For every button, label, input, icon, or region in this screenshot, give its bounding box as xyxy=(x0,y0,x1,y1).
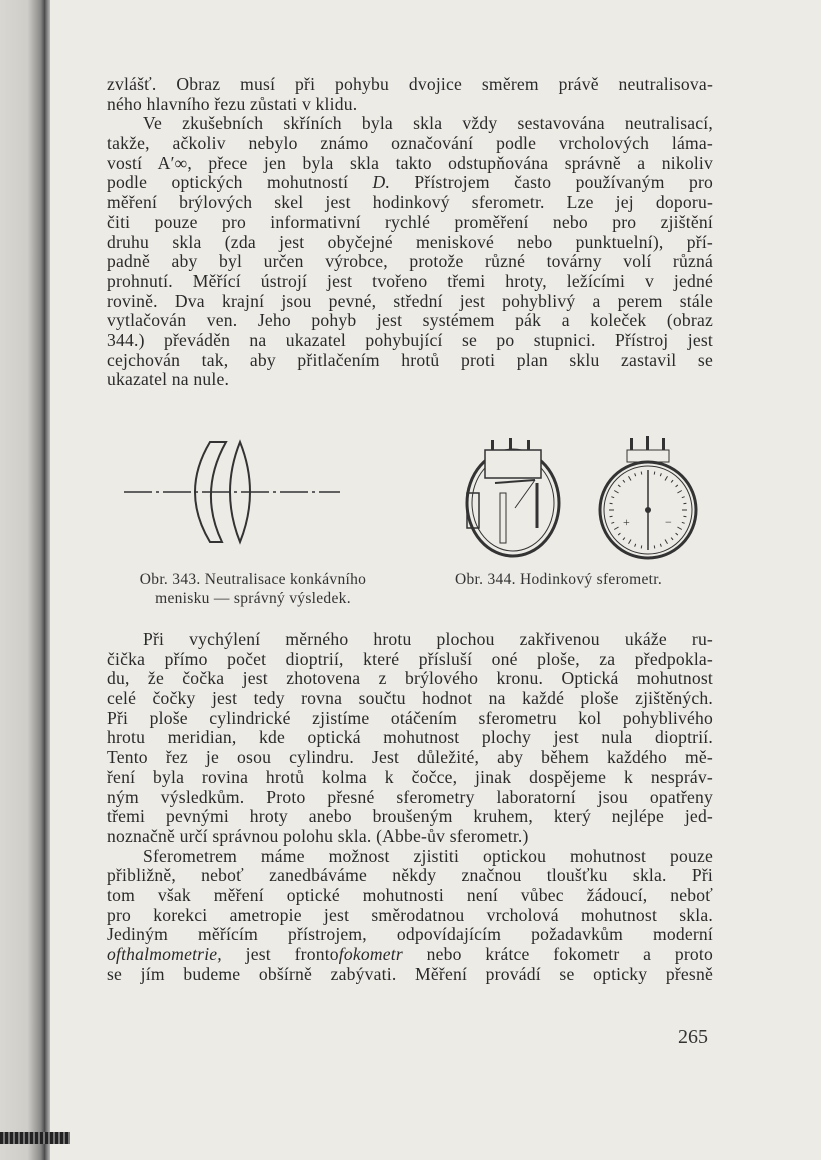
text-line: pro korekci ametropie jest směrodatnou vrcholová mohutnost skla. xyxy=(107,904,713,925)
text-line: ření byla rovina hrotů kolma k čočce, jinak dospějeme k nespráv- xyxy=(107,766,713,787)
paragraph-block-2 xyxy=(107,630,713,984)
dial-tick xyxy=(683,516,686,517)
dial-tick xyxy=(614,491,618,494)
figure-344-sferometer-diagram xyxy=(455,428,725,563)
page-number: 265 xyxy=(678,1026,708,1048)
dial-tick xyxy=(618,485,620,487)
text-line: Ve zkušebních skříních byla skla vždy sestavována neutralisací, xyxy=(143,113,713,134)
dial-tick xyxy=(641,472,642,475)
text-line: zvlášť. Obraz musí při pohybu dvojice směrem právě neutralisova- xyxy=(107,74,713,94)
text-line: podle optických mohutností D. Přístrojem často používaným pro xyxy=(107,172,713,193)
dial-tick xyxy=(677,491,681,494)
sferometer-dial xyxy=(600,436,696,558)
figure-343-meniscus-diagram xyxy=(110,432,350,547)
paragraph-block-1 xyxy=(107,75,713,390)
text-line: du, že čočka jest zhotovena z brýlového kronu. Optická mohutnost xyxy=(107,668,713,689)
dial-tick xyxy=(654,545,655,548)
dial-tick xyxy=(623,538,625,540)
dial-tick xyxy=(614,527,618,530)
text-line: prohnutí. Měřící ústrojí jest tvořeno třemi hroty, ležícími v jedné xyxy=(107,270,713,291)
text-line: Jediným měřícím přístrojem, odpovídajícím požadavkům moderní xyxy=(107,924,713,945)
text-line: vytlačován ven. Jeho pohyb jest systémem pák a koleček (obraz xyxy=(107,310,713,331)
text-line: třemi pevnými hroty anebo broušeným kruhem, který nejlépe jed- xyxy=(107,806,713,827)
text-line: ného hlavního řezu zůstati v klidu. xyxy=(107,93,358,114)
text-line: noznačně určí správnou polohu skla. (Abbe-ův sferometr.) xyxy=(107,825,529,846)
text-line: tom však měření optické mohutnosti není vůbec žádoucí, neboť xyxy=(107,884,713,905)
text-line: druhu skla (zda jest obyčejné meniskové nebo punktuelní), pří- xyxy=(107,231,713,252)
dial-tick xyxy=(610,503,613,504)
text-line: čička přímo počet dioptrií, které přísluší oné ploše, za předpokla- xyxy=(107,648,713,669)
text-line: ofthalmometrie, jest frontofokometr nebo krátce fokometr a proto xyxy=(107,944,713,964)
dial-plus-sign: + xyxy=(623,515,630,529)
text-line: rovině. Dva krajní jsou pevné, střední jest pohyblivý a perem stále xyxy=(107,290,713,311)
dial-tick xyxy=(618,533,620,535)
dial-tick xyxy=(665,476,668,480)
dial-tick xyxy=(635,473,636,476)
text-line: Tento řez je osou cylindru. Jest důležité, aby během každého mě- xyxy=(107,747,713,768)
dial-tick xyxy=(676,533,678,535)
dial-tick xyxy=(677,527,681,530)
text-line: vostí A′∞, přece jen byla skla takto odstupňována správně a nikoliv xyxy=(107,152,713,173)
dial-tick xyxy=(683,503,686,504)
book-binding-shadow xyxy=(0,0,46,1160)
caption-line: Obr. 343. Neutralisace konkávního xyxy=(139,571,367,588)
text-line: padně aby byl určen výrobce, protože různé továrny volí různá xyxy=(107,251,713,272)
text-line: hrotu meridian, kde optická mohutnost plochy jest nula dioptrií. xyxy=(107,727,713,748)
dial-tick xyxy=(671,538,673,540)
text-line: Sferometrem máme možnost zjistiti optickou mohutnost pouze xyxy=(143,845,713,866)
dial-tick xyxy=(611,522,614,523)
text-line: 344.) převáděn na ukazatel pohybující se po stupnici. Přístroj jest xyxy=(107,329,713,350)
dial-tick xyxy=(635,544,636,547)
text-line: čiti pouze pro informativní rychlé proměření nebo pro zjištění xyxy=(107,211,713,232)
text-line: Při vychýlení měrného hrotu plochou zakřivenou ukáže ru- xyxy=(143,629,713,649)
dial-tick xyxy=(623,480,625,482)
dial-tick xyxy=(611,497,614,498)
dial-tick xyxy=(654,472,655,475)
text-line: celé čočky jest tedy rovna součtu hodnot na každé ploše zjištěných. xyxy=(107,688,713,709)
dial-tick xyxy=(660,473,661,476)
dial-tick xyxy=(629,539,632,543)
caption-line: menisku — správný výsledek. xyxy=(155,590,351,607)
text-line: Při ploše cylindrické zjistíme otáčením sferometru kol pohyblivého xyxy=(107,707,713,728)
scan-edge-artifact xyxy=(0,1132,70,1144)
sferometer-interior xyxy=(467,438,559,556)
dial-tick xyxy=(629,476,632,480)
text-line: přibližně, neboť zanedbáváme někdy značnou tloušťku skla. Při xyxy=(107,865,713,886)
dial-tick xyxy=(660,544,661,547)
text-line: ným výsledkům. Proto přesné sferometry laboratorní jsou opatřeny xyxy=(107,786,713,807)
dial-tick xyxy=(610,516,613,517)
dial-tick xyxy=(665,539,668,543)
figure-343-caption xyxy=(113,570,393,608)
text-line: cejchován tak, aby přitlačením hrotů proti plan sklu zastavil se xyxy=(107,349,713,370)
dial-tick xyxy=(641,545,642,548)
page-gutter-edge xyxy=(44,0,50,1160)
text-line: ukazatel na nule. xyxy=(107,369,230,390)
dial-tick xyxy=(682,522,685,523)
dial-tick xyxy=(682,497,685,498)
dial-tick xyxy=(671,480,673,482)
dial-minus-sign: − xyxy=(665,515,672,529)
dial-tick xyxy=(676,485,678,487)
text-line: takže, ačkoliv nebylo známo označování podle vrcholových láma- xyxy=(107,133,713,154)
figure-344-caption: Obr. 344. Hodinkový sferometr. xyxy=(455,571,663,588)
text-line: se jím budeme obšírně zabývati. Měření provádí se opticky přesně xyxy=(107,963,713,984)
text-line: měření brýlových skel jest hodinkový sferometr. Lze jej doporu- xyxy=(107,192,713,213)
